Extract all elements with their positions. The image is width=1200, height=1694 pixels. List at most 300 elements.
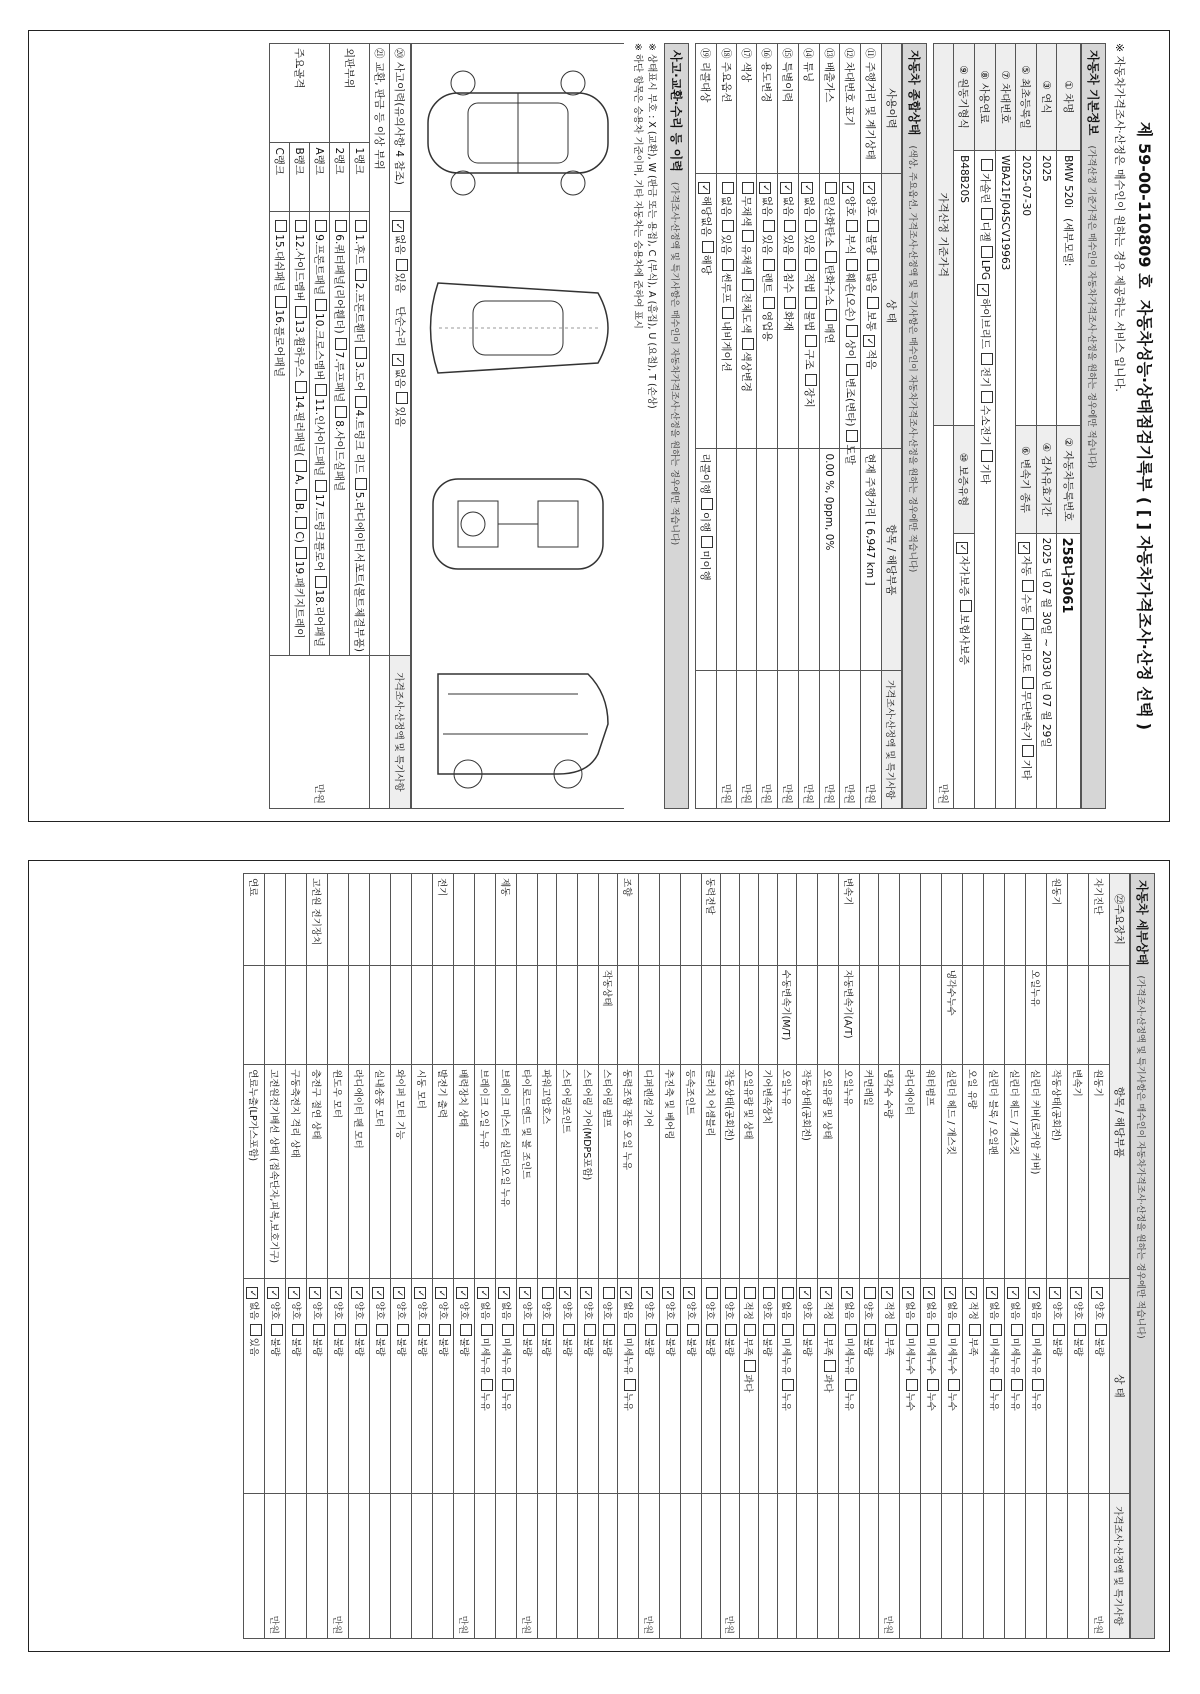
detail-39-option-1: 불량 [290, 1337, 301, 1357]
detail-29-checkbox-0[interactable] [498, 1287, 510, 1299]
detail-31-checkbox-0[interactable] [456, 1287, 468, 1299]
detail-row-item: 동력조향 작동 오일 누유 [618, 1065, 639, 1279]
detail-8-option-0: 없음 [925, 1301, 936, 1320]
detail-row-group [475, 874, 496, 966]
overall-3-checkbox-2[interactable] [805, 259, 817, 271]
detail-row-group [1005, 874, 1026, 966]
detail-row-sub [517, 965, 538, 1064]
opts-2-checkbox-0[interactable] [956, 542, 968, 554]
detail-38-checkbox-1[interactable] [313, 1324, 325, 1336]
detail-row-group [818, 874, 839, 966]
detail-16-checkbox-1[interactable] [763, 1324, 775, 1336]
detail-row-sub [557, 965, 578, 1064]
detail-row-item: 스티어링조인트 [557, 1065, 578, 1279]
overall-0-checkbox-1[interactable] [867, 220, 879, 232]
detail-row-price [681, 1493, 702, 1638]
form-title: 자동차성능·상태점검기록부 ( [ ] 자동차가격조사·산정 선택 ) [1135, 299, 1154, 731]
overall-1-checkbox-5[interactable] [846, 430, 858, 442]
overall-1-checkbox-2[interactable] [846, 259, 858, 271]
detail-20-checkbox-0[interactable] [683, 1287, 695, 1299]
overall-4-checkbox-2[interactable] [784, 259, 796, 271]
detail-15-option-1: 미세누유 [780, 1337, 791, 1375]
detail-32-checkbox-0[interactable] [435, 1287, 447, 1299]
detail-29-checkbox-1[interactable] [502, 1324, 514, 1336]
detail-row-sub [639, 965, 660, 1064]
detail-14-checkbox-1[interactable] [803, 1324, 815, 1336]
rankA-items-checkbox-2[interactable] [315, 384, 327, 396]
detail-row-item: 변속기 [1068, 1065, 1089, 1279]
detail-18-checkbox-0[interactable] [725, 1287, 737, 1299]
detail-40-checkbox-0[interactable] [267, 1287, 279, 1299]
detail-11-checkbox-1[interactable] [864, 1324, 876, 1336]
overall-3-checkbox-5[interactable] [805, 374, 817, 386]
warranty-options [954, 533, 975, 808]
detail-4-checkbox-0[interactable] [1007, 1287, 1019, 1299]
detail-row-item: 커먼레일 [860, 1065, 879, 1279]
fuel-options-option-1: 디젤 [979, 221, 991, 242]
detail-9-checkbox-2[interactable] [906, 1379, 918, 1391]
opts-2-option-0: 자가보증 [958, 555, 970, 597]
overall-row-label: ⑭ 튜닝 [799, 44, 820, 174]
detail-39-checkbox-1[interactable] [292, 1324, 304, 1336]
detail-31-checkbox-1[interactable] [460, 1324, 472, 1336]
overall-4-checkbox-0[interactable] [780, 182, 792, 194]
rankA-items-option-0: 9.프론트패널 [313, 234, 325, 296]
overall-7-checkbox-3[interactable] [722, 307, 734, 319]
detail-11-checkbox-0[interactable] [864, 1287, 876, 1299]
detail-41-option-0: 없음 [248, 1301, 259, 1320]
detail-16-option-0: 양호 [761, 1301, 772, 1320]
detail-row-state [328, 1279, 349, 1493]
rankB-items-checkbox-5[interactable] [295, 517, 307, 529]
detail-4-option-1: 미세누유 [1009, 1337, 1020, 1375]
car-name: BMW 520i [1062, 155, 1074, 209]
rankA-items-checkbox-1[interactable] [315, 299, 327, 311]
rankB-items-checkbox-0[interactable] [295, 220, 307, 232]
detail-row-price [599, 1493, 618, 1638]
detail-row-item: 디퍼렌셜 기어 [639, 1065, 660, 1279]
detail-row-sub [433, 965, 454, 1064]
detail-19-option-0: 양호 [704, 1301, 715, 1320]
detail-row [900, 874, 921, 1639]
detail-40-option-1: 불량 [269, 1337, 280, 1357]
detail-4-checkbox-2[interactable] [1011, 1379, 1023, 1391]
detail-7-checkbox-0[interactable] [944, 1287, 956, 1299]
detail-row-sub [879, 965, 900, 1064]
overall-2-checkbox-2[interactable] [825, 309, 837, 321]
opts-3-checkbox-1[interactable] [396, 259, 408, 271]
overall-0-option-4: 적음 [865, 349, 877, 370]
detail-row-price [740, 1493, 759, 1638]
rankA-items-checkbox-0[interactable] [315, 220, 327, 232]
detail-row-price [963, 1493, 984, 1638]
detail-2-checkbox-1[interactable] [1053, 1324, 1065, 1336]
detail-17-checkbox-2[interactable] [744, 1360, 756, 1372]
detail-13-checkbox-2[interactable] [824, 1360, 836, 1372]
overall-2-checkbox-0[interactable] [825, 182, 837, 194]
overall-7-checkbox-2[interactable] [722, 259, 734, 271]
detail-12-checkbox-0[interactable] [841, 1287, 853, 1299]
overall-row-state [840, 174, 861, 465]
detail-5-checkbox-2[interactable] [990, 1379, 1002, 1391]
overall-item-8-checkbox-1[interactable] [702, 536, 714, 548]
overall-0-checkbox-3[interactable] [867, 297, 879, 309]
overall-4-checkbox-3[interactable] [784, 297, 796, 309]
transmission-options-checkbox-1[interactable] [1022, 580, 1034, 592]
overall-6-checkbox-1[interactable] [742, 230, 754, 242]
overall-row-price: 만원 [840, 671, 861, 809]
plate-label: ② 자동차등록번호 [1057, 426, 1081, 533]
detail-28-checkbox-1[interactable] [523, 1324, 535, 1336]
detail-row-group [286, 874, 307, 966]
opts-2-option-1: 보험사보증 [958, 614, 970, 665]
rankB-items-checkbox-4[interactable] [295, 489, 307, 501]
rankB-items-option-5: C) [293, 531, 305, 543]
detail-4-checkbox-1[interactable] [1011, 1324, 1023, 1336]
opts-4-checkbox-0[interactable] [392, 354, 404, 366]
detail-23-checkbox-1[interactable] [624, 1324, 636, 1336]
overall-3-checkbox-0[interactable] [801, 182, 813, 194]
opts-4-checkbox-1[interactable] [396, 392, 408, 404]
detail-12-checkbox-1[interactable] [845, 1324, 857, 1336]
overall-1-checkbox-0[interactable] [842, 182, 854, 194]
detail-row-price [349, 1493, 370, 1638]
detail-0-option-0: 양호 [1093, 1301, 1104, 1320]
detail-32-option-0: 양호 [437, 1301, 448, 1320]
detail-22-option-0: 양호 [643, 1301, 654, 1320]
detail-20-checkbox-1[interactable] [687, 1324, 699, 1336]
rank1-items-checkbox-2[interactable] [355, 347, 367, 359]
detail-row-sub [328, 965, 349, 1064]
detail-3-checkbox-1[interactable] [1032, 1324, 1044, 1336]
detail-8-checkbox-1[interactable] [927, 1324, 939, 1336]
detail-2-option-1: 불량 [1051, 1337, 1062, 1357]
detail-12-checkbox-2[interactable] [845, 1379, 857, 1391]
detail-25-option-1: 불량 [582, 1337, 593, 1357]
detail-row-sub: 수동변속기(M/T) [778, 965, 797, 1064]
overall-6-checkbox-0[interactable] [742, 182, 754, 194]
detail-34-checkbox-0[interactable] [393, 1287, 405, 1299]
overall-7-checkbox-0[interactable] [722, 182, 734, 194]
detail-14-checkbox-0[interactable] [799, 1287, 811, 1299]
detail-41-checkbox-0[interactable] [246, 1287, 258, 1299]
exterior-title: ㉑ 교환, 판금 등 이상 부위 [370, 44, 390, 656]
detail-row-sub [244, 965, 265, 1064]
detail-row-item: 클러치 어셈블리 [702, 1065, 721, 1279]
rank1-items-checkbox-3[interactable] [355, 396, 367, 408]
detail-18-checkbox-1[interactable] [725, 1324, 737, 1336]
fuel-options-checkbox-1[interactable] [981, 208, 993, 220]
rankA-items-checkbox-3[interactable] [315, 480, 327, 492]
rank2-items-option-2: 8.사이드실패널 [333, 420, 345, 492]
detail-2-checkbox-0[interactable] [1049, 1287, 1061, 1299]
simple-repair-label: 단순수리 [394, 306, 406, 347]
overall-6-checkbox-3[interactable] [742, 338, 754, 350]
overall-7-checkbox-1[interactable] [722, 220, 734, 232]
detail-24-checkbox-0[interactable] [603, 1287, 615, 1299]
detail-36-option-1: 불량 [353, 1337, 364, 1357]
detail-29-option-0: 없음 [500, 1301, 511, 1320]
detail-29-checkbox-2[interactable] [502, 1379, 514, 1391]
overall-4-checkbox-1[interactable] [784, 220, 796, 232]
fuel-options-checkbox-0[interactable] [981, 159, 993, 171]
rankB-items-checkbox-2[interactable] [295, 381, 307, 393]
detail-21-checkbox-1[interactable] [666, 1324, 678, 1336]
detail-9-checkbox-1[interactable] [906, 1324, 918, 1336]
rankA-items-checkbox-4[interactable] [315, 576, 327, 588]
detail-5-option-1: 미세누유 [988, 1337, 999, 1375]
detail-row-price [618, 1493, 639, 1638]
detail-row-item: 파워고압호스 [538, 1065, 557, 1279]
detail-30-checkbox-1[interactable] [481, 1324, 493, 1336]
detail-model-label: (세부모델: [1062, 218, 1074, 267]
rankB-items-checkbox-1[interactable] [295, 306, 307, 318]
detail-row-state [984, 1279, 1005, 1493]
car-underbody-diagram [418, 439, 618, 609]
rankB-items-option-0: 12.사이드멤버 [293, 234, 305, 302]
rank2-items-checkbox-2[interactable] [335, 406, 347, 418]
detail-36-checkbox-0[interactable] [351, 1287, 363, 1299]
rankC-items-checkbox-1[interactable] [275, 296, 287, 308]
overall-6-checkbox-2[interactable] [742, 279, 754, 291]
detail-9-checkbox-0[interactable] [902, 1287, 914, 1299]
detail-15-checkbox-1[interactable] [782, 1324, 794, 1336]
detail-24-option-1: 불량 [601, 1337, 612, 1357]
detail-33-checkbox-0[interactable] [414, 1287, 426, 1299]
overall-0-checkbox-4[interactable] [863, 335, 875, 347]
overall-1-checkbox-3[interactable] [846, 325, 858, 337]
detail-37-checkbox-1[interactable] [334, 1324, 346, 1336]
detail-8-checkbox-0[interactable] [923, 1287, 935, 1299]
detail-row-item: 윈도우 모터 [328, 1065, 349, 1279]
detail-22-checkbox-0[interactable] [641, 1287, 653, 1299]
overall-row-state [861, 174, 882, 449]
detail-41-checkbox-1[interactable] [250, 1324, 262, 1336]
fuel-options-checkbox-3[interactable] [977, 284, 989, 296]
transmission-options-checkbox-3[interactable] [1022, 677, 1034, 689]
transmission-options-checkbox-2[interactable] [1022, 618, 1034, 630]
fuel-options-checkbox-2[interactable] [981, 246, 993, 258]
transmission-options-checkbox-0[interactable] [1018, 542, 1030, 554]
overall-row-price: 만원 [757, 671, 778, 809]
overall-1-checkbox-1[interactable] [846, 220, 858, 232]
detail-7-checkbox-2[interactable] [948, 1379, 960, 1391]
detail-26-checkbox-1[interactable] [563, 1324, 575, 1336]
detail-34-checkbox-1[interactable] [397, 1324, 409, 1336]
overall-5-checkbox-3[interactable] [763, 297, 775, 309]
overall-row-price [696, 671, 717, 809]
detail-25-checkbox-1[interactable] [584, 1324, 596, 1336]
detail-row-sub [286, 965, 307, 1064]
detail-row-item: 시동 모터 [412, 1065, 433, 1279]
detail-24-checkbox-1[interactable] [603, 1324, 615, 1336]
detail-row-item: 기어변속장치 [759, 1065, 778, 1279]
detail-38-checkbox-0[interactable] [309, 1287, 321, 1299]
detail-row-item: 타이로드엔드 및 볼 조인트 [517, 1065, 538, 1279]
detail-30-checkbox-0[interactable] [477, 1287, 489, 1299]
detail-19-checkbox-1[interactable] [706, 1324, 718, 1336]
detail-22-checkbox-1[interactable] [645, 1324, 657, 1336]
rank1-items-checkbox-0[interactable] [355, 220, 367, 232]
overall-row [840, 44, 861, 809]
detail-10-checkbox-1[interactable] [885, 1324, 897, 1336]
detail-3-checkbox-0[interactable] [1028, 1287, 1040, 1299]
detail-39-checkbox-0[interactable] [288, 1287, 300, 1299]
detail-7-option-2: 누수 [946, 1392, 957, 1411]
detail-28-checkbox-0[interactable] [519, 1287, 531, 1299]
detail-30-checkbox-2[interactable] [481, 1379, 493, 1391]
detail-row-sub [618, 965, 639, 1064]
detail-row-price [370, 1493, 391, 1638]
overall-8-option-0: 해당없음 [700, 196, 712, 237]
detail-row-sub [578, 965, 599, 1064]
detail-11-option-1: 불량 [862, 1337, 873, 1357]
detail-row-state [681, 1279, 702, 1493]
detail-row-sub [454, 965, 475, 1064]
detail-row-group [860, 874, 879, 966]
detail-22-option-1: 불량 [643, 1337, 654, 1357]
detail-8-checkbox-2[interactable] [927, 1379, 939, 1391]
detail-35-checkbox-1[interactable] [376, 1324, 388, 1336]
detail-12-option-0: 없음 [843, 1301, 854, 1320]
detail-17-option-0: 적정 [742, 1301, 753, 1320]
detail-0-checkbox-0[interactable] [1091, 1287, 1103, 1299]
rankB-items-option-3: A, [293, 474, 305, 485]
detail-row [721, 874, 740, 1639]
detail-17-checkbox-0[interactable] [744, 1287, 756, 1299]
opts-2-checkbox-1[interactable] [960, 600, 972, 612]
detail-13-checkbox-1[interactable] [824, 1324, 836, 1336]
detail-23-checkbox-0[interactable] [620, 1287, 632, 1299]
year-value: 2025 [1037, 151, 1057, 426]
overall-item-8-checkbox-0[interactable] [702, 498, 714, 510]
overall-item-8-option-0: 이행 [699, 512, 712, 533]
vin-label: ⑦ 차대번호 [996, 44, 1016, 151]
detail-16-checkbox-0[interactable] [763, 1287, 775, 1299]
overall-8-checkbox-1[interactable] [702, 241, 714, 253]
detail-5-checkbox-0[interactable] [986, 1287, 998, 1299]
detail-row-item: 작동상태(공회전) [721, 1065, 740, 1279]
rank2-label: 2랭크 [330, 143, 350, 212]
opts-3-checkbox-0[interactable] [392, 220, 404, 232]
detail-17-checkbox-1[interactable] [744, 1324, 756, 1336]
overall-5-checkbox-2[interactable] [763, 259, 775, 271]
detail-row-price [307, 1493, 328, 1638]
transmission-options-checkbox-4[interactable] [1022, 745, 1034, 757]
detail-12-option-1: 미세누유 [843, 1337, 854, 1375]
overall-2-checkbox-1[interactable] [825, 251, 837, 263]
overall-0-checkbox-2[interactable] [867, 259, 879, 271]
rank2-items-checkbox-1[interactable] [335, 338, 347, 350]
detail-row-item: 추진축 및 베어링 [660, 1065, 681, 1279]
fuel-options-option-2: LPG [979, 259, 991, 281]
overall-1-option-0: 양호 [844, 196, 856, 217]
overall-0-checkbox-0[interactable] [863, 182, 875, 194]
transmission-options-option-4: 기타 [1020, 759, 1032, 780]
rankB-items-checkbox-3[interactable] [295, 460, 307, 472]
detail-15-checkbox-2[interactable] [782, 1379, 794, 1391]
opts-3-option-1: 있음 [394, 272, 406, 293]
fuel-options-checkbox-6[interactable] [981, 450, 993, 462]
detail-6-checkbox-0[interactable] [965, 1287, 977, 1299]
detail-row-item: 오일유량 및 상태 [740, 1065, 759, 1279]
overall-5-option-1: 있음 [761, 234, 773, 255]
rank1-items-checkbox-4[interactable] [355, 478, 367, 490]
detail-row [759, 874, 778, 1639]
overall-5-checkbox-1[interactable] [763, 220, 775, 232]
detail-15-checkbox-0[interactable] [782, 1287, 794, 1299]
detail-5-checkbox-1[interactable] [990, 1324, 1002, 1336]
overall-8-checkbox-0[interactable] [698, 182, 710, 194]
detail-14-option-1: 불량 [801, 1337, 812, 1357]
detail-19-checkbox-0[interactable] [706, 1287, 718, 1299]
overall-3-checkbox-4[interactable] [805, 335, 817, 347]
detail-26-checkbox-0[interactable] [559, 1287, 571, 1299]
detail-row-item: 작동상태(공회전) [797, 1065, 818, 1279]
detail-37-checkbox-0[interactable] [330, 1287, 342, 1299]
detail-1-checkbox-0[interactable] [1070, 1287, 1082, 1299]
detail-row-group [349, 874, 370, 966]
detail-10-checkbox-0[interactable] [881, 1287, 893, 1299]
rank2-items-checkbox-0[interactable] [335, 220, 347, 232]
rankB-label: B랭크 [290, 143, 310, 212]
detail-0-option-1: 불량 [1093, 1337, 1104, 1357]
detail-27-checkbox-0[interactable] [542, 1287, 554, 1299]
detail-25-checkbox-0[interactable] [580, 1287, 592, 1299]
warranty-label: ⑩ 보증유형 [954, 426, 975, 533]
detail-row [557, 874, 578, 1639]
detail-30-option-2: 누유 [479, 1392, 490, 1411]
overall-0-option-0: 양호 [865, 196, 877, 217]
detail-7-checkbox-1[interactable] [948, 1324, 960, 1336]
detail-40-checkbox-1[interactable] [271, 1324, 283, 1336]
overall-3-checkbox-3[interactable] [805, 297, 817, 309]
detail-5-option-0: 없음 [988, 1301, 999, 1320]
detail-23-checkbox-2[interactable] [624, 1379, 636, 1391]
detail-3-checkbox-2[interactable] [1032, 1379, 1044, 1391]
detail-1-checkbox-1[interactable] [1074, 1324, 1086, 1336]
rankC-items-checkbox-0[interactable] [275, 220, 287, 232]
detail-row-sub: 작동상태 [599, 965, 618, 1064]
detail-row-item: 충전구 절연 상태 [307, 1065, 328, 1279]
fuel-options-checkbox-4[interactable] [981, 353, 993, 365]
fuel-options-checkbox-5[interactable] [981, 391, 993, 403]
detail-row-group [412, 874, 433, 966]
rank1-items-checkbox-1[interactable] [355, 269, 367, 281]
rankB-items-checkbox-6[interactable] [295, 547, 307, 559]
detail-27-checkbox-1[interactable] [542, 1324, 554, 1336]
detail-row-state [1005, 1279, 1026, 1493]
detail-13-checkbox-0[interactable] [820, 1287, 832, 1299]
detail-0-checkbox-1[interactable] [1095, 1324, 1107, 1336]
overall-row-price: 만원 [778, 671, 799, 809]
detail-35-checkbox-0[interactable] [372, 1287, 384, 1299]
overall-5-checkbox-0[interactable] [759, 182, 771, 194]
detail-36-checkbox-1[interactable] [355, 1324, 367, 1336]
overall-4-option-0: 없음 [782, 196, 794, 217]
detail-33-checkbox-1[interactable] [418, 1324, 430, 1336]
detail-7-option-0: 없음 [946, 1301, 957, 1320]
detail-row-price [921, 1493, 942, 1638]
detail-21-checkbox-0[interactable] [662, 1287, 674, 1299]
detail-row-price [1047, 1493, 1068, 1638]
transmission-options [1016, 533, 1037, 808]
overall-3-checkbox-1[interactable] [805, 220, 817, 232]
detail-32-checkbox-1[interactable] [439, 1324, 451, 1336]
detail-6-checkbox-1[interactable] [969, 1324, 981, 1336]
detail-row-group [963, 874, 984, 966]
overall-1-checkbox-4[interactable] [846, 364, 858, 376]
